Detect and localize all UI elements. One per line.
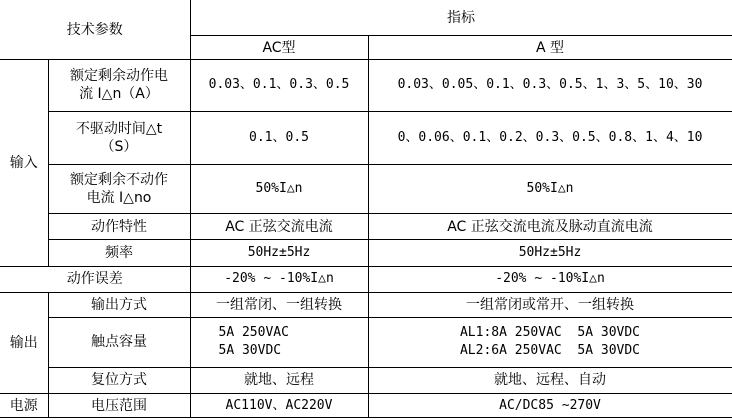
label-line: 流 I△n（A） (79, 86, 159, 103)
a-action-char: AC 正弦交流电流及脉动直流电流 (368, 214, 732, 240)
row-non-drive-time (0, 111, 732, 164)
a-voltage-range: AC/DC85 ~270V (368, 394, 732, 418)
row-voltage-range (0, 394, 732, 418)
header-param: 技术参数 (0, 0, 190, 60)
label-non-drive-time (48, 111, 190, 164)
ac-reset-mode: 就地、远程 (190, 367, 368, 394)
a-reset-mode: 就地、远程、自动 (368, 367, 732, 394)
ac-frequency: 50Hz±5Hz (190, 240, 368, 267)
a-contact-capacity (368, 318, 732, 367)
group-power: 电源 (0, 394, 48, 418)
header-a-type: A 型 (368, 36, 732, 60)
label-line: 不驱动时间△t (75, 120, 163, 137)
header-ac-type: AC型 (190, 36, 368, 60)
ac-output-mode: 一组常闭、一组转换 (190, 292, 368, 318)
label-action-error: 动作误差 (0, 266, 190, 292)
label-line: 额定剩余不动作 (70, 172, 168, 189)
ac-contact-capacity (190, 318, 368, 367)
ac-rated-residual: 0.03、0.1、0.3、0.5 (190, 60, 368, 111)
label-rated-non-operate (48, 165, 190, 214)
ac-action-error: -20% ~ -10%I△n (190, 266, 368, 292)
header-row (0, 0, 732, 36)
ac-action-char: AC 正弦交流电流 (190, 214, 368, 240)
capacity-line: 5A 30VDC (218, 343, 282, 359)
label-line: 电流 I△no (86, 190, 152, 207)
label-line: 额定剩余动作电 (70, 68, 168, 85)
label-output-mode: 输出方式 (48, 292, 190, 318)
label-frequency: 频率 (48, 240, 190, 267)
label-action-char: 动作特性 (48, 214, 190, 240)
label-contact-capacity: 触点容量 (48, 318, 190, 367)
label-reset-mode: 复位方式 (48, 367, 190, 394)
group-input: 输入 (0, 60, 48, 267)
row-contact-capacity (0, 318, 732, 367)
header-index: 指标 (190, 0, 732, 36)
row-rated-residual (0, 60, 732, 111)
ac-non-drive-time: 0.1、0.5 (190, 111, 368, 164)
a-rated-non-operate: 50%I△n (368, 165, 732, 214)
label-rated-residual (48, 60, 190, 111)
row-frequency (0, 240, 732, 267)
group-output: 输出 (0, 292, 48, 394)
capacity-line: AL1:8A 250VAC 5A 30VDC (459, 325, 640, 341)
row-reset-mode (0, 367, 732, 394)
row-rated-non-operate (0, 165, 732, 214)
ac-rated-non-operate: 50%I△n (190, 165, 368, 214)
label-line: （S） (100, 138, 138, 155)
row-action-char (0, 214, 732, 240)
a-action-error: -20% ~ -10%I△n (368, 266, 732, 292)
label-voltage-range: 电压范围 (48, 394, 190, 418)
a-rated-residual: 0.03、0.05、0.1、0.3、0.5、1、3、5、10、30 (368, 60, 732, 111)
row-output-mode (0, 292, 732, 318)
a-output-mode: 一组常闭或常开、一组转换 (368, 292, 732, 318)
ac-voltage-range: AC110V、AC220V (190, 394, 368, 418)
row-action-error (0, 266, 732, 292)
capacity-line: 5A 250VAC (218, 325, 289, 341)
capacity-line: AL2:6A 250VAC 5A 30VDC (459, 343, 640, 359)
a-frequency: 50Hz±5Hz (368, 240, 732, 267)
a-non-drive-time: 0、0.06、0.1、0.2、0.3、0.5、0.8、1、4、10 (368, 111, 732, 164)
